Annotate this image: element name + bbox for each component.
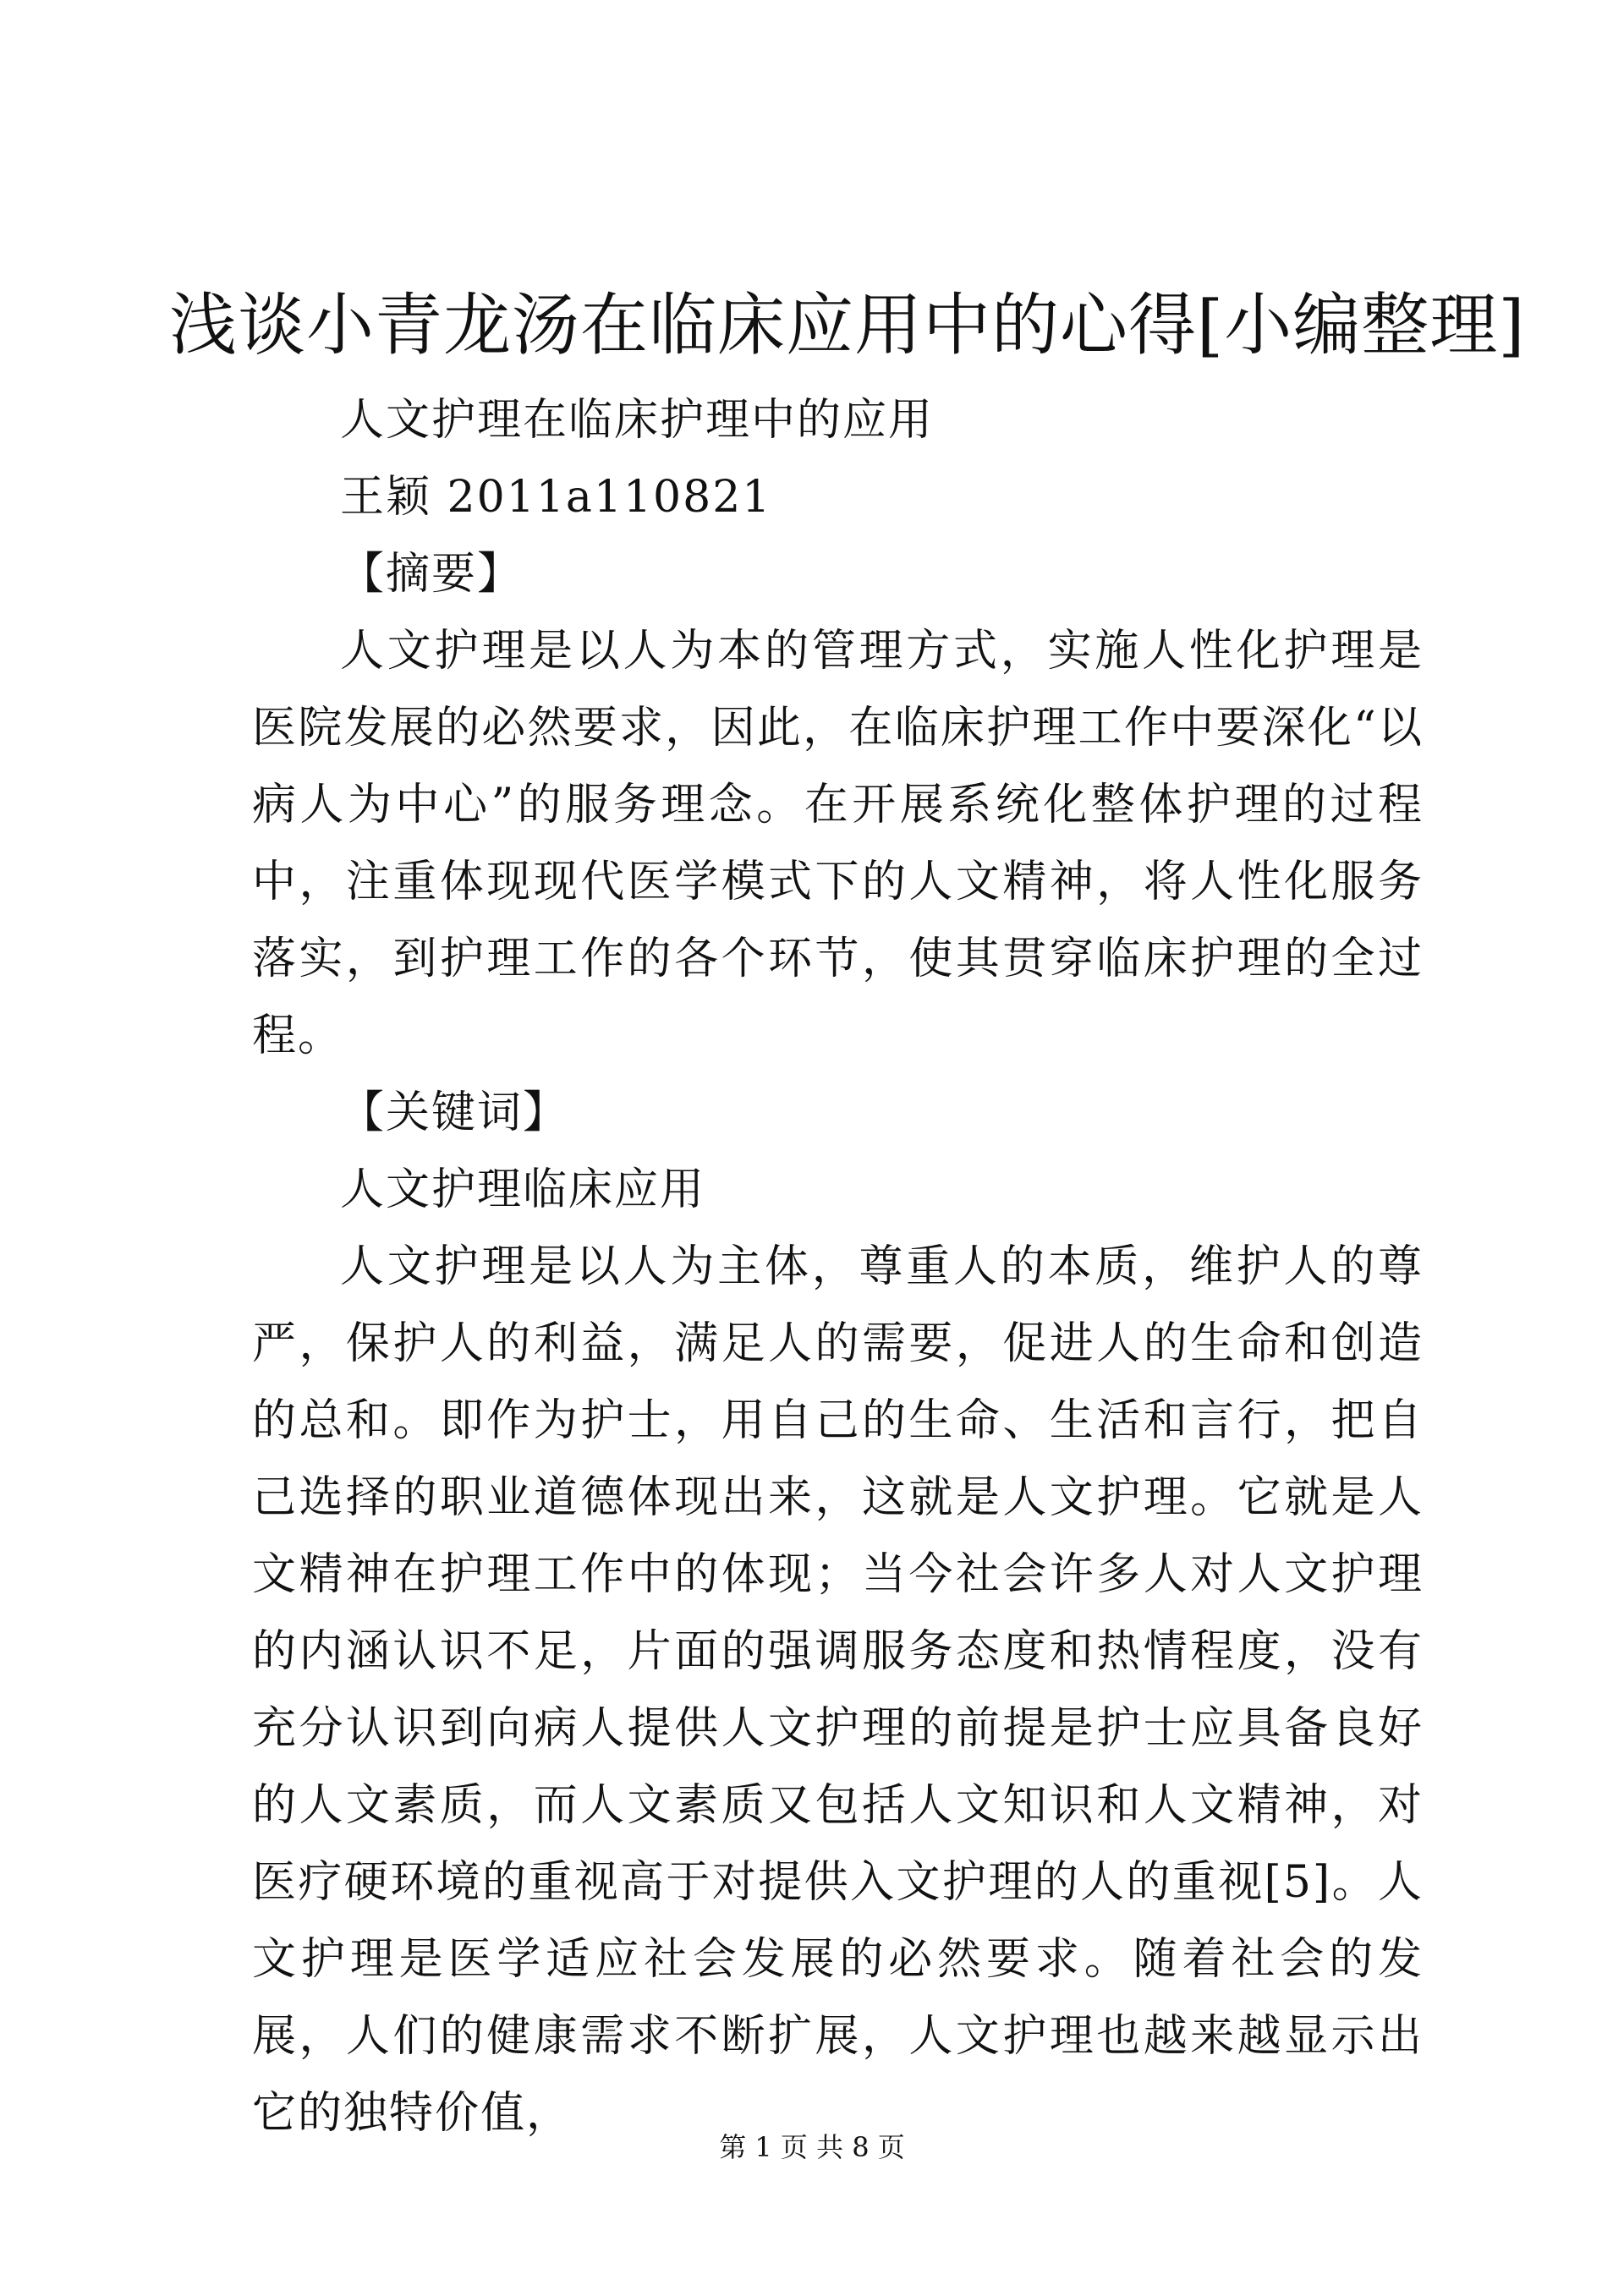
subtitle: 人文护理在临床护理中的应用 <box>340 395 935 446</box>
abstract-paragraph: 人文护理是以人为本的管理方式，实施人性化护理是医院发展的必然要求，因此，在临床护理工作中要深化“以病人为中心”的服务理念。在开展系统化整体护理的过程中，注重体现现代医学模式下的人文精神，将人性化服务落实，到护理工作的各个环节，使其贯穿临床护理的全过程。 <box>252 626 1424 1061</box>
document-title: 浅谈小青龙汤在临床应用中的心得[小编整理] <box>169 286 1526 364</box>
document-body <box>252 382 1424 2152</box>
page-number-footer: 第 1 页 共 8 页 <box>719 2131 905 2163</box>
keywords-paragraph: 人文护理临床应用 <box>340 1164 706 1215</box>
body-paragraph: 人文护理是以人为主体，尊重人的本质，维护人的尊严，保护人的利益，满足人的需要，促进人的生命和创造的总和。即作为护士，用自己的生命、生活和言行，把自己选择的职业道德体现出来，这就是人文护理。它就是人文精神在护理工作中的体现；当今社会许多人对人文护理的内涵认识不足，片面的强调服务态度和热情程度，没有充分认识到向病人提供人文护理的前提是护士应具备良好的人文素质，而人文素质又包括人文知识和人文精神，对医疗硬环境的重视高于对提供入文护理的人的重视[5]。人文护理是医学适应社会发展的必然要求。随着社会的发展，人们的健康需求不断扩展，人文护理也越来越显示出它的独特价值， <box>252 1241 1424 2139</box>
keywords-heading: 【关键词】 <box>340 1088 569 1138</box>
abstract-heading: 【摘要】 <box>340 549 524 600</box>
author-line: 王颖 2011a110821 <box>340 472 772 523</box>
